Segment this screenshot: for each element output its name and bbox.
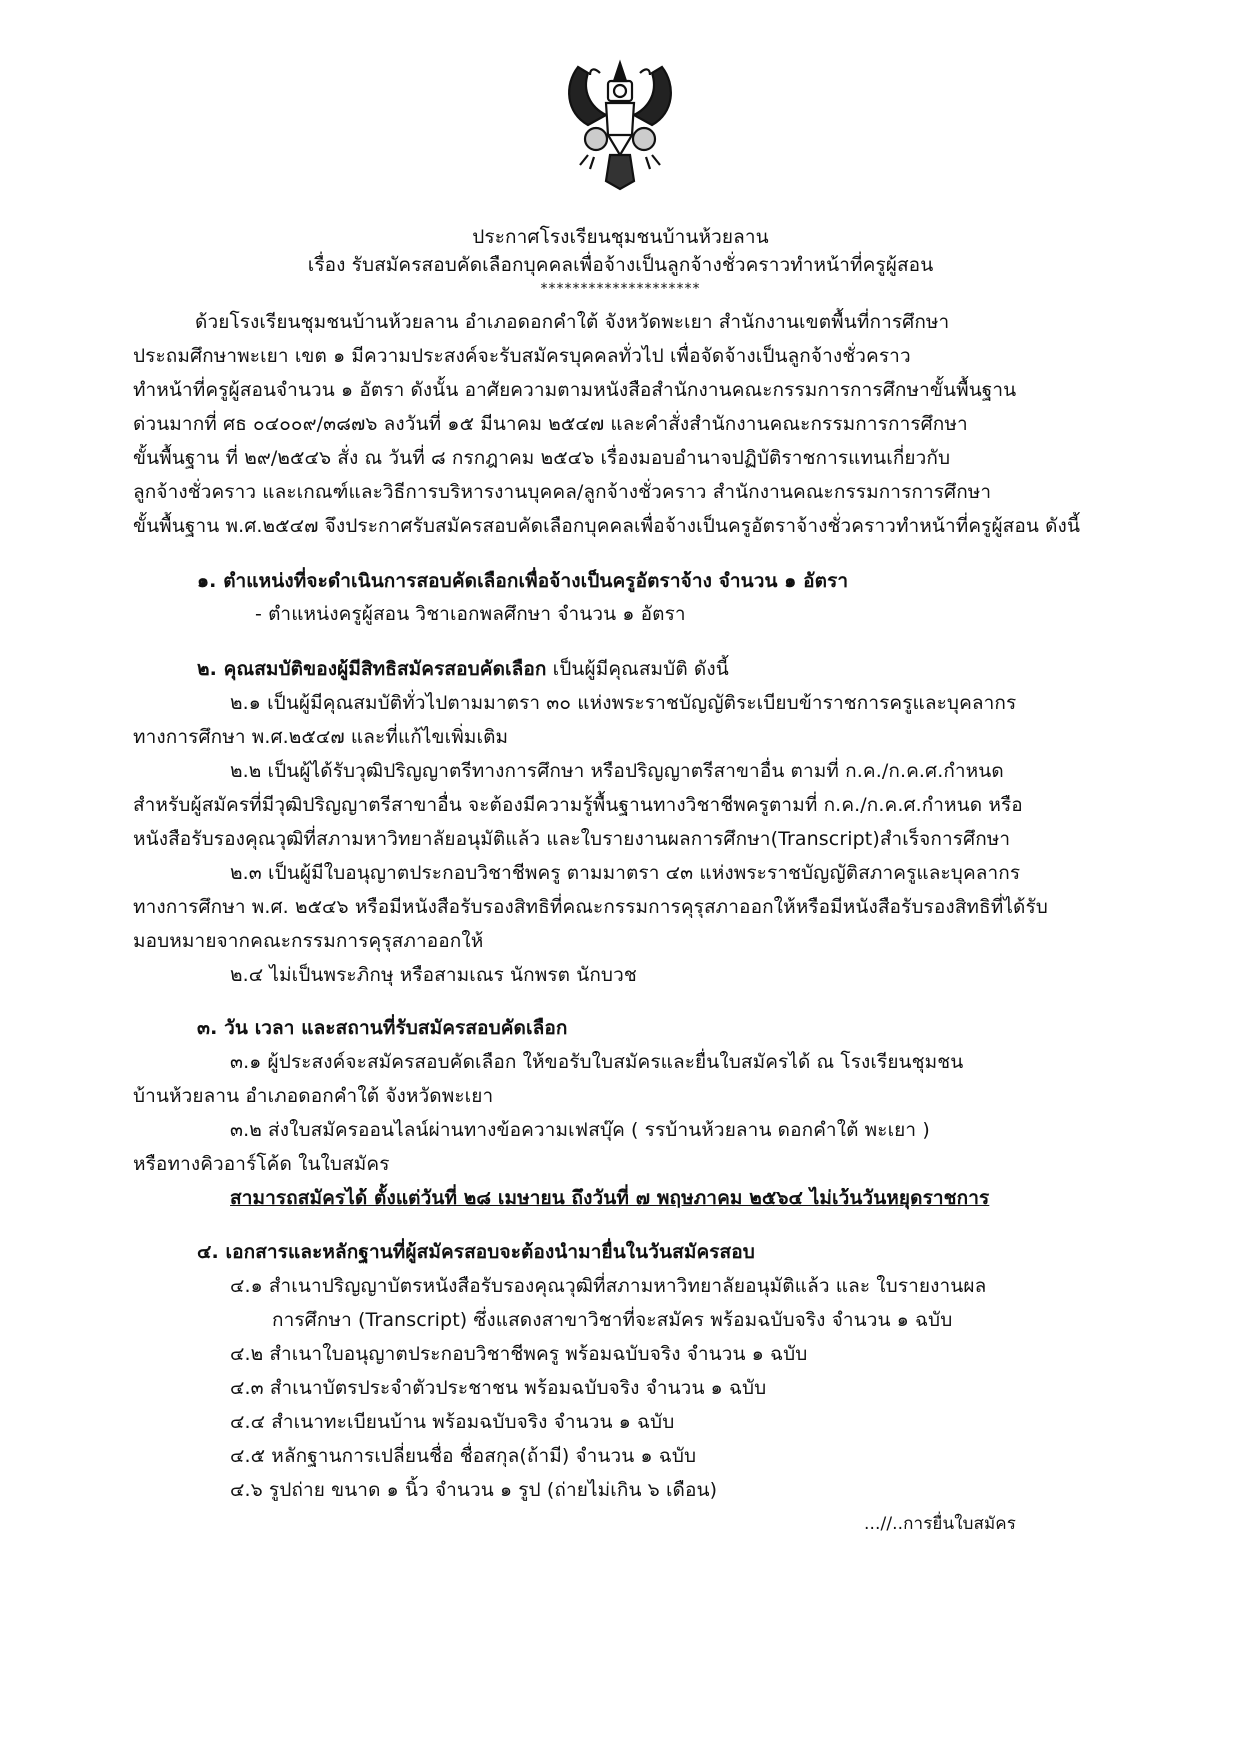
separator: ******************** [540,281,701,297]
intro-line: ลูกจ้างชั่วคราว และเกณฑ์และวิธีการบริหารงานบุคคล/ลูกจ้างชั่วคราว สำนักงานคณะกรรมการการศึกษา [133,481,992,503]
application-period: สามารถสมัครได้ ตั้งแต่วันที่ ๒๘ เมษายน ถึงวันที่ ๗ พฤษภาคม ๒๕๖๔ ไม่เว้นวันหยุดราชการ [230,1187,990,1209]
intro-line: ประถมศึกษาพะเยา เขต ๑ มีความประสงค์จะรับสมัครบุคคลทั่วไป เพื่อจัดจ้างเป็นลูกจ้างชั่วคราว [133,345,911,367]
qualification-2-2: ๒.๒ เป็นผู้ได้รับวุฒิปริญญาตรีทางการศึกษา หรือปริญญาตรีสาขาอื่น ตามที่ ก.ค./ก.ค.ศ.กำหนด [230,760,1004,782]
garuda-emblem-icon [560,55,680,195]
document-4-6: ๔.๖ รูปถ่าย ขนาด ๑ นิ้ว จำนวน ๑ รูป (ถ่ายไม่เกิน ๖ เดือน) [230,1479,718,1501]
continuation-note: ...//..การยื่นใบสมัคร [863,1514,1016,1534]
application-3-1-cont: บ้านห้วยลาน อำเภอดอกคำใต้ จังหวัดพะเยา [133,1085,494,1107]
qualification-2-1: ๒.๑ เป็นผู้มีคุณสมบัติทั่วไปตามมาตรา ๓๐ แห่งพระราชบัญญัติระเบียบข้าราชการครูและบุคลากร [230,692,1017,714]
section-2-heading-bold: ๒. คุณสมบัติของผู้มีสิทธิสมัครสอบคัดเลือก [197,658,547,680]
qualification-2-3-cont: มอบหมายจากคณะกรรมการคุรุสภาออกให้ [133,930,484,952]
application-3-2-cont: หรือทางคิวอาร์โค้ด ในใบสมัคร [133,1153,390,1175]
qualification-2-2-cont: หนังสือรับรองคุณวุฒิที่สภามหาวิทยาลัยอนุมัติแล้ว และใบรายงานผลการศึกษา(Transcript)สำเร็จการศึกษา [133,828,1011,850]
application-3-2: ๓.๒ ส่งใบสมัครออนไลน์ผ่านทางข้อความเฟสบุ๊ค ( รรบ้านห้วยลาน ดอกคำใต้ พะเยา ) [230,1119,930,1141]
section-1-heading: ๑. ตำแหน่งที่จะดำเนินการสอบคัดเลือกเพื่อจ้างเป็นครูอัตราจ้าง จำนวน ๑ อัตรา [197,570,849,592]
qualification-2-2-cont: สำหรับผู้สมัครที่มีวุฒิปริญญาตรีสาขาอื่น จะต้องมีความรู้พื้นฐานทางวิชาชีพครูตามที่ ก.ค./ก.ค.ศ.กำหนด หรือ [133,794,1023,816]
intro-line: ขั้นพื้นฐาน ที่ ๒๙/๒๕๔๖ สั่ง ณ วันที่ ๘ กรกฎาคม ๒๕๔๖ เรื่องมอบอำนาจปฏิบัติราชการแทนเกี่ยวกับ [133,447,951,469]
section-1-item: - ตำแหน่งครูผู้สอน วิชาเอกพลศึกษา จำนวน ๑ อัตรา [255,603,686,625]
section-4-heading: ๔. เอกสารและหลักฐานที่ผู้สมัครสอบจะต้องนำมายื่นในวันสมัครสอบ [197,1241,755,1263]
document-4-2: ๔.๒ สำเนาใบอนุญาตประกอบวิชาชีพครู พร้อมฉบับจริง จำนวน ๑ ฉบับ [230,1343,808,1365]
section-2-heading [197,654,729,684]
document-4-3: ๔.๓ สำเนาบัตรประจำตัวประชาชน พร้อมฉบับจริง จำนวน ๑ ฉบับ [230,1377,767,1399]
document-4-1: ๔.๑ สำเนาปริญญาบัตรหนังสือรับรองคุณวุฒิที่สภามหาวิทยาลัยอนุมัติแล้ว และ ใบรายงานผล [230,1275,987,1297]
intro-line: ทำหน้าที่ครูผู้สอนจำนวน ๑ อัตรา ดังนั้น อาศัยความตามหนังสือสำนักงานคณะกรรมการการศึกษาขั้นพื้นฐาน [133,379,1017,401]
document-4-5: ๔.๕ หลักฐานการเปลี่ยนชื่อ ชื่อสกุล(ถ้ามี) จำนวน ๑ ฉบับ [230,1445,697,1467]
intro-line: ด่วนมากที่ ศธ ๐๔๐๐๙/๓๘๗๖ ลงวันที่ ๑๕ มีนาคม ๒๕๔๗ และคำสั่งสำนักงานคณะกรรมการการศึกษา [133,413,968,435]
intro-line: ขั้นพื้นฐาน พ.ศ.๒๕๔๗ จึงประกาศรับสมัครสอบคัดเลือกบุคคลเพื่อจ้างเป็นครูอัตราจ้างชั่วคราวทำหน้าที่ครูผู้สอน ดังนี้ [133,515,1081,537]
document-4-1-cont: การศึกษา (Transcript) ซึ่งแสดงสาขาวิชาที่จะสมัคร พร้อมฉบับจริง จำนวน ๑ ฉบับ [272,1309,953,1331]
application-3-1: ๓.๑ ผู้ประสงค์จะสมัครสอบคัดเลือก ให้ขอรับใบสมัครและยื่นใบสมัครได้ ณ โรงเรียนชุมชน [230,1051,964,1073]
qualification-2-4: ๒.๔ ไม่เป็นพระภิกษุ หรือสามเณร นักพรต นักบวช [230,964,637,986]
qualification-2-3: ๒.๓ เป็นผู้มีใบอนุญาตประกอบวิชาชีพครู ตามมาตรา ๔๓ แห่งพระราชบัญญัติสภาครูและบุคลากร [230,862,1021,884]
document-4-4: ๔.๔ สำเนาทะเบียนบ้าน พร้อมฉบับจริง จำนวน ๑ ฉบับ [230,1411,675,1433]
section-3-heading: ๓. วัน เวลา และสถานที่รับสมัครสอบคัดเลือก [197,1017,568,1039]
announcement-subject: เรื่อง รับสมัครสอบคัดเลือกบุคคลเพื่อจ้างเป็นลูกจ้างชั่วคราวทำหน้าที่ครูผู้สอน [307,254,934,276]
section-2-heading-rest: เป็นผู้มีคุณสมบัติ ดังนี้ [546,658,729,680]
qualification-2-3-cont: ทางการศึกษา พ.ศ. ๒๕๔๖ หรือมีหนังสือรับรองสิทธิที่คณะกรรมการคุรุสภาออกให้หรือมีหนังสือรับรองสิทธิที่ได้รับ [133,896,1048,918]
intro-line: ด้วยโรงเรียนชุมชนบ้านห้วยลาน อำเภอดอกคำใต้ จังหวัดพะเยา สำนักงานเขตพื้นที่การศึกษา [195,311,950,333]
announcement-title: ประกาศโรงเรียนชุมชนบ้านห้วยลาน [472,226,769,248]
qualification-2-1-cont: ทางการศึกษา พ.ศ.๒๕๔๗ และที่แก้ไขเพิ่มเติม [133,726,509,748]
